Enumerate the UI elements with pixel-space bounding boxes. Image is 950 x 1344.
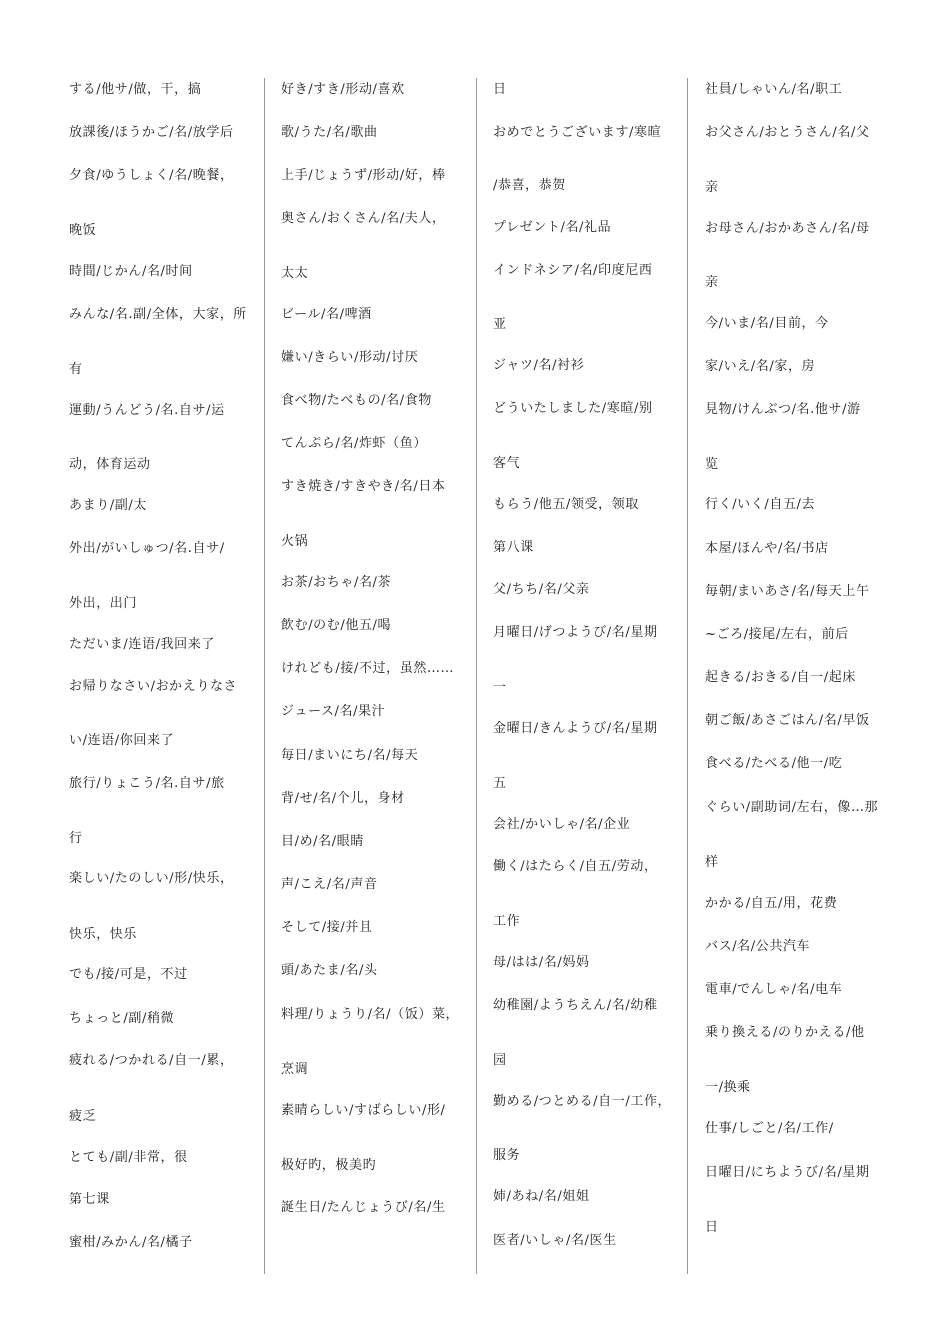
- column-divider: [687, 78, 688, 1274]
- vocab-line: 母/はは/名/妈妈: [493, 955, 590, 970]
- vocab-line: お父さん/おとうさん/名/父: [705, 125, 870, 140]
- vocab-line: 毎朝/まいあさ/名/每天上午: [705, 584, 870, 599]
- vocab-line: おめでとうございます/寒暄: [493, 125, 662, 140]
- vocab-line: 誕生日/たんじょうび/名/生: [281, 1200, 446, 1215]
- vocab-line: ジュース/名/果汁: [281, 704, 386, 719]
- vocab-line: そして/接/并且: [281, 920, 373, 935]
- vocab-line: 父/ちち/名/父亲: [493, 582, 590, 597]
- vocab-line: 第七课: [69, 1192, 110, 1207]
- vocab-line: ただいま/连语/我回来了: [69, 637, 215, 652]
- vocab-line: ジャツ/名/衬衫: [493, 358, 585, 373]
- vocab-line: 見物/けんぶつ/名.他サ/游: [705, 402, 861, 417]
- vocab-line: い/连语/你回来了: [69, 733, 175, 748]
- vocab-line: 烹调: [281, 1062, 309, 1077]
- vocab-line: てんぷら/名/炸虾（鱼）: [281, 436, 427, 451]
- vocab-line: 家/いえ/名/家，房: [705, 359, 816, 374]
- vocab-line: 会社/かいしゃ/名/企业: [493, 817, 631, 832]
- vocab-line: 上手/じょうず/形动/好，棒: [281, 168, 446, 183]
- vocab-line: 有: [69, 362, 83, 377]
- vocab-line: /恭喜，恭贺: [493, 178, 566, 193]
- vocab-line: でも/接/可是，不过: [69, 967, 188, 982]
- vocab-line: 览: [705, 457, 719, 472]
- vocab-line: 勤める/つとめる/自一/工作，: [493, 1094, 672, 1109]
- vocab-line: 太太: [281, 266, 309, 281]
- column-divider: [264, 78, 265, 1274]
- vocab-line: もらう/他五/领受，领取: [493, 497, 639, 512]
- vocab-line: 社員/しゃいん/名/职工: [705, 82, 843, 97]
- vocab-line: ちょっと/副/稍微: [69, 1011, 175, 1026]
- vocab-line: 亚: [493, 317, 507, 332]
- vocab-line: 疲乏: [69, 1109, 97, 1124]
- vocab-line: 亲: [705, 275, 719, 290]
- vocab-line: 园: [493, 1053, 507, 1068]
- vocab-line: 嫌い/きらい/形动/讨厌: [281, 350, 419, 365]
- vocab-line: 本屋/ほんや/名/书店: [705, 541, 829, 556]
- column-divider: [476, 78, 477, 1274]
- vocab-line: 好き/すき/形动/喜欢: [281, 82, 405, 97]
- vocab-line: 時間/じかん/名/时间: [69, 264, 193, 279]
- vocab-line: 样: [705, 855, 719, 870]
- vocab-line: お帰りなさい/おかえりなさ: [69, 679, 238, 694]
- vocab-line: 飲む/のむ/他五/喝: [281, 618, 392, 633]
- vocab-line: どういたしました/寒暄/别: [493, 401, 653, 416]
- vocab-line: 楽しい/たのしい/形/快乐，: [69, 871, 234, 886]
- vocab-line: 声/こえ/名/声音: [281, 877, 378, 892]
- vocab-line: 背/せ/名/个儿，身材: [281, 791, 405, 806]
- vocab-line: ビール/名/啤酒: [281, 307, 372, 322]
- vocab-line: みんな/名.副/全体，大家，所: [69, 307, 247, 322]
- vocab-line: ぐらい/副助词/左右，像…那: [705, 800, 879, 815]
- vocab-line: 奥さん/おくさん/名/夫人，: [281, 211, 446, 226]
- vocab-line: 朝ご飯/あさごはん/名/早饭: [705, 713, 870, 728]
- vocab-line: 働く/はたらく/自五/劳动，: [493, 859, 658, 874]
- vocab-line: とても/副/非常，很: [69, 1150, 188, 1165]
- vocab-line: 行く/いく/自五/去: [705, 497, 816, 512]
- vocab-line: 火锅: [281, 534, 309, 549]
- vocab-line: 頭/あたま/名/头: [281, 963, 378, 978]
- vocab-line: 第八课: [493, 540, 534, 555]
- vocab-line: けれども/接/不过，虽然……: [281, 661, 455, 676]
- vocab-line: 目/め/名/眼睛: [281, 834, 364, 849]
- vocab-line: 電車/でんしゃ/名/电车: [705, 982, 843, 997]
- vocab-line: 蜜柑/みかん/名/橘子: [69, 1235, 193, 1250]
- vocab-line: 夕食/ゆうしょく/名/晚餐，: [69, 168, 234, 183]
- vocab-line: 月曜日/げつようび/名/星期: [493, 625, 658, 640]
- vocab-line: 亲: [705, 180, 719, 195]
- vocab-line: 仕事/しごと/名/工作/: [705, 1121, 834, 1136]
- vocab-line: 外出，出门: [69, 596, 138, 611]
- vocab-line: 金曜日/きんようび/名/星期: [493, 721, 658, 736]
- vocab-line: あまり/副/太: [69, 498, 147, 513]
- vocab-line: 食べる/たべる/他一/吃: [705, 756, 843, 771]
- vocab-line: 旅行/りょこう/名.自サ/旅: [69, 776, 225, 791]
- vocab-line: インドネシア/名/印度尼西: [493, 263, 653, 278]
- vocab-line: 食べ物/たべもの/名/食物: [281, 393, 432, 408]
- vocab-line: 工作: [493, 914, 521, 929]
- vocab-line: 起きる/おきる/自一/起床: [705, 670, 856, 685]
- vocab-line: 行: [69, 831, 83, 846]
- vocab-line: 疲れる/つかれる/自一/累，: [69, 1053, 234, 1068]
- vocab-line: 客气: [493, 456, 521, 471]
- vocab-line: 五: [493, 776, 507, 791]
- vocab-line: 今/いま/名/目前，今: [705, 316, 829, 331]
- vocab-line: 日: [493, 82, 507, 97]
- vocab-line: ~ごろ/接尾/左右，前后: [705, 627, 849, 642]
- vocab-line: 運動/うんどう/名.自サ/运: [69, 403, 225, 418]
- vocab-line: する/他サ/做，干，搞: [69, 82, 202, 97]
- vocab-line: お茶/おちゃ/名/茶: [281, 575, 392, 590]
- vocab-line: お母さん/おかあさん/名/母: [705, 221, 870, 236]
- vocab-line: 姉/あね/名/姐姐: [493, 1189, 590, 1204]
- vocab-line: かかる/自五/用，花费: [705, 896, 838, 911]
- vocab-line: 放課後/ほうかご/名/放学后: [69, 125, 234, 140]
- vocab-line: 晚饭: [69, 223, 97, 238]
- vocab-line: 歌/うた/名/歌曲: [281, 125, 378, 140]
- vocab-line: 快乐，快乐: [69, 927, 138, 942]
- vocab-line: すき焼き/すきやき/名/日本: [281, 479, 446, 494]
- vocab-line: 幼稚園/ようちえん/名/幼稚: [493, 998, 658, 1013]
- vocab-line: バス/名/公共汽车: [705, 939, 811, 954]
- vocab-line: 日曜日/にちようび/名/星期: [705, 1165, 870, 1180]
- vocab-line: プレゼント/名/礼品: [493, 220, 612, 235]
- vocab-line: 一: [493, 680, 507, 695]
- vocab-line: 外出/がいしゅつ/名.自サ/: [69, 541, 225, 556]
- vocab-line: 毎日/まいにち/名/每天: [281, 748, 419, 763]
- vocab-line: 乗り換える/のりかえる/他: [705, 1025, 865, 1040]
- vocab-line: 料理/りょうり/名/（饭）菜，: [281, 1007, 460, 1022]
- vocab-line: 素晴らしい/すばらしい/形/: [281, 1103, 446, 1118]
- vocab-line: 日: [705, 1220, 719, 1235]
- vocab-line: 服务: [493, 1148, 521, 1163]
- vocab-line: 极好旳，极美旳: [281, 1158, 377, 1173]
- vocab-line: 动，体育运动: [69, 457, 151, 472]
- vocab-line: 医者/いしゃ/名/医生: [493, 1233, 617, 1248]
- vocab-line: 一/换乘: [705, 1080, 751, 1095]
